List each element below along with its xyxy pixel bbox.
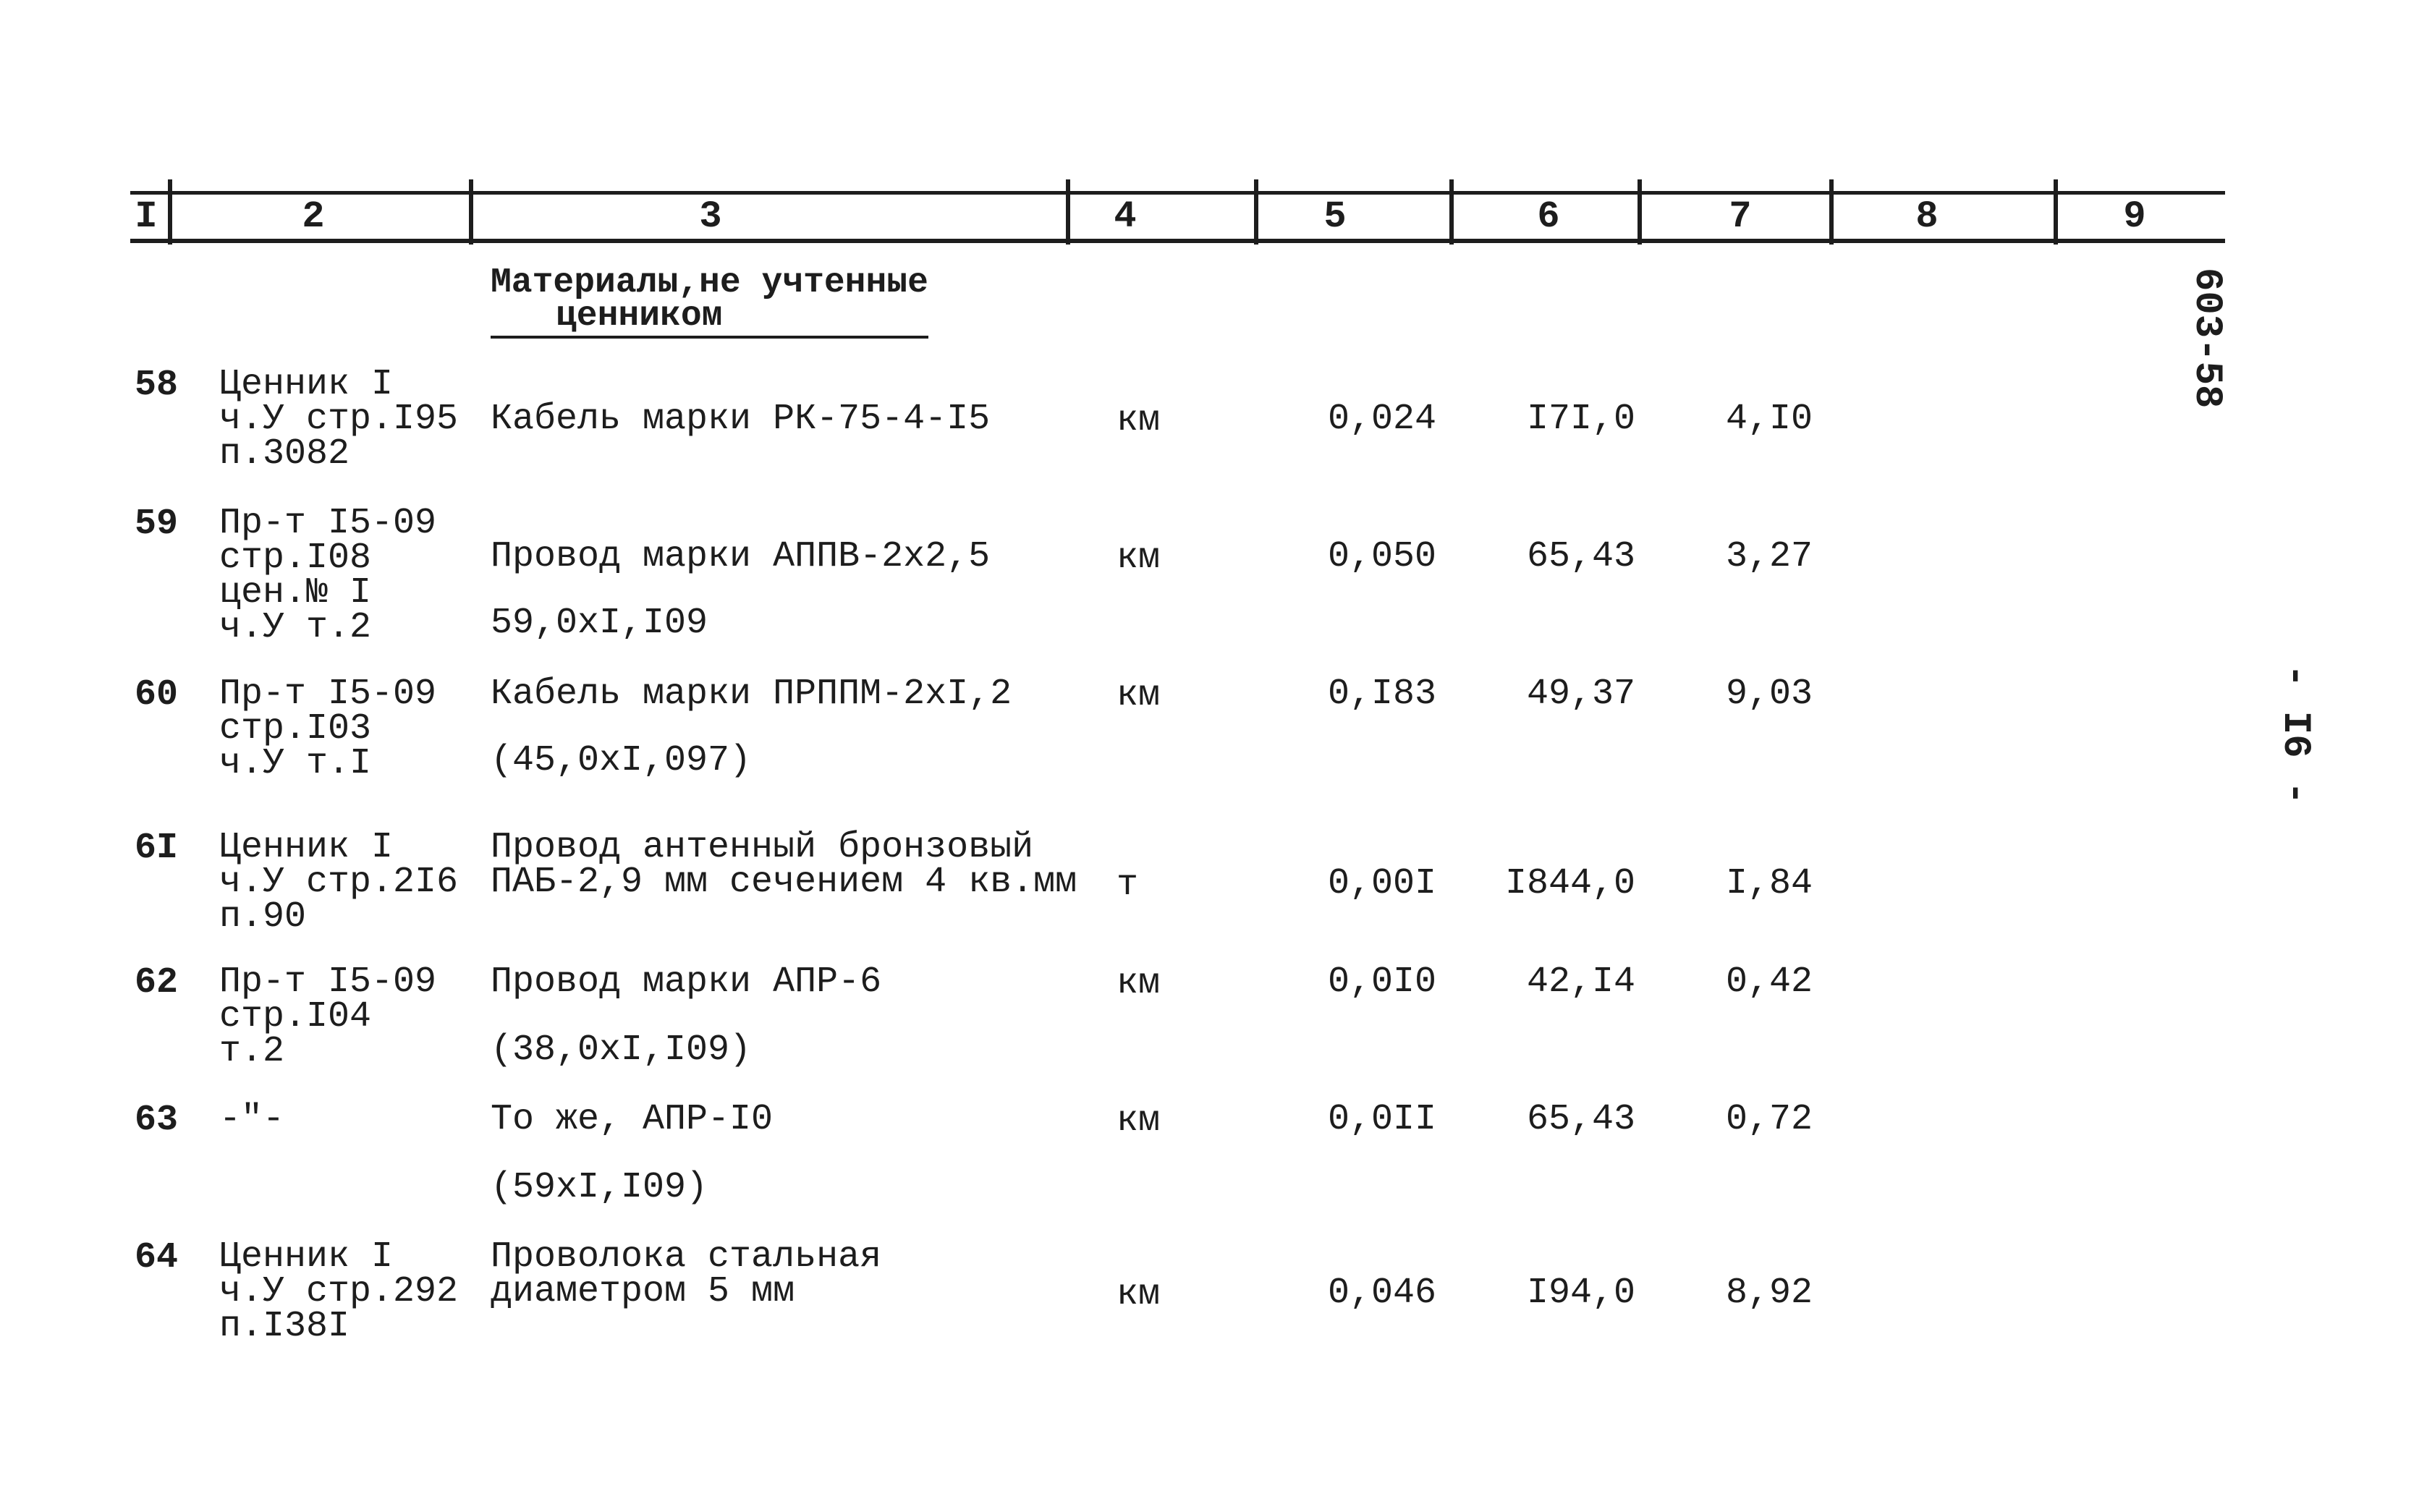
reference-line: стр.I04 xyxy=(219,996,372,1037)
row-description: Провод марки АППВ-2х2,5 xyxy=(491,536,991,577)
reference-line: Ценник I xyxy=(219,827,394,868)
reference-line: п.90 xyxy=(219,896,307,938)
header-divider xyxy=(1638,179,1642,245)
row-total: 9,03 xyxy=(1726,674,1813,715)
row-reference: -"- xyxy=(219,1099,285,1140)
row-total: 0,72 xyxy=(1726,1099,1813,1140)
row-number: 63 xyxy=(135,1100,179,1141)
row-number: 60 xyxy=(135,674,179,715)
row-unit: км xyxy=(1117,400,1161,441)
row-price: 42,I4 xyxy=(1526,961,1635,1003)
row-description-formula: (38,0хI,I09) xyxy=(491,1029,752,1071)
reference-line: п.3082 xyxy=(219,433,350,475)
header-divider xyxy=(1254,179,1258,245)
reference-line: ч.У стр.2I6 xyxy=(219,862,459,903)
header-col-1: I xyxy=(135,195,158,238)
row-quantity: 0,0II xyxy=(1328,1099,1437,1140)
row-total: 8,92 xyxy=(1726,1273,1813,1314)
row-reference xyxy=(219,364,459,475)
section-title-line: Материалы,не учтенные xyxy=(491,263,928,302)
header-divider xyxy=(1066,179,1070,245)
row-number: 64 xyxy=(135,1237,179,1278)
section-title-line: ценником xyxy=(556,297,723,336)
row-description: Провод марки АПР-6 xyxy=(491,961,882,1003)
description-line: ПАБ-2,9 мм сечением 4 кв.мм xyxy=(491,862,1077,903)
row-unit: км xyxy=(1117,1100,1161,1142)
row-number: 6I xyxy=(135,828,179,869)
reference-line: Ценник I xyxy=(219,364,394,405)
header-col-3: 3 xyxy=(699,195,722,238)
header-col-4: 4 xyxy=(1114,195,1137,238)
header-divider xyxy=(1829,179,1834,245)
row-number: 59 xyxy=(135,504,179,545)
row-price: I844,0 xyxy=(1504,863,1635,904)
reference-line: п.I38I xyxy=(219,1306,350,1347)
row-total: 0,42 xyxy=(1726,961,1813,1003)
header-bottom-rule xyxy=(130,239,2225,243)
header-divider xyxy=(2054,179,2058,245)
row-total: 3,27 xyxy=(1726,536,1813,577)
header-col-8: 8 xyxy=(1915,195,1939,238)
description-line: диаметром 5 мм xyxy=(491,1271,795,1312)
reference-line: Ценник I xyxy=(219,1236,394,1278)
row-number: 62 xyxy=(135,962,179,1003)
header-col-9: 9 xyxy=(2123,195,2146,238)
reference-line: Пр-т I5-09 xyxy=(219,961,437,1003)
description-line: Проволока стальная xyxy=(491,1236,882,1278)
section-title xyxy=(491,263,928,336)
row-description: Кабель марки ПРППМ-2хI,2 xyxy=(491,674,1012,715)
row-price: I94,0 xyxy=(1526,1273,1635,1314)
row-reference xyxy=(219,674,437,784)
row-unit: км xyxy=(1117,675,1161,716)
row-price: I7I,0 xyxy=(1526,399,1635,440)
reference-line: ч.У стр.I95 xyxy=(219,399,459,440)
row-total: 4,I0 xyxy=(1726,399,1813,440)
row-reference xyxy=(219,961,437,1072)
row-price: 65,43 xyxy=(1526,1099,1635,1140)
row-description-formula: 59,0хI,I09 xyxy=(491,603,708,644)
row-quantity: 0,024 xyxy=(1328,399,1437,440)
page-number: - I6 - xyxy=(2273,664,2317,805)
row-description xyxy=(491,1236,882,1312)
reference-line: т.2 xyxy=(219,1031,285,1072)
row-quantity: 0,050 xyxy=(1328,536,1437,577)
header-col-5: 5 xyxy=(1323,195,1347,238)
reference-line: ч.У стр.292 xyxy=(219,1271,459,1312)
header-col-2: 2 xyxy=(302,195,325,238)
row-description: То же, АПР-I0 xyxy=(491,1099,774,1140)
header-col-7: 7 xyxy=(1729,195,1752,238)
row-description-formula: (59хI,I09) xyxy=(491,1167,708,1208)
section-title-underline xyxy=(491,336,928,339)
row-description: Кабель марки РК-75-4-I5 xyxy=(491,399,991,440)
row-reference xyxy=(219,503,437,648)
reference-line: Пр-т I5-09 xyxy=(219,503,437,544)
reference-line: стр.I03 xyxy=(219,708,372,749)
row-unit: км xyxy=(1117,538,1161,579)
row-total: I,84 xyxy=(1726,863,1813,904)
row-quantity: 0,0I0 xyxy=(1328,961,1437,1003)
header-col-6: 6 xyxy=(1537,195,1560,238)
header-divider xyxy=(168,179,172,245)
row-price: 65,43 xyxy=(1526,536,1635,577)
header-top-rule xyxy=(130,191,2225,195)
row-reference xyxy=(219,1236,459,1347)
reference-line: ч.У т.2 xyxy=(219,607,372,648)
row-number: 58 xyxy=(135,365,179,406)
reference-line: стр.I08 xyxy=(219,538,372,579)
document-code: 603-58 xyxy=(2185,268,2229,409)
row-unit: км xyxy=(1117,963,1161,1004)
row-unit: т xyxy=(1117,865,1139,906)
row-description xyxy=(491,827,1077,903)
row-unit: км xyxy=(1117,1274,1161,1315)
reference-line: ч.У т.I xyxy=(219,743,372,784)
header-divider xyxy=(1449,179,1454,245)
description-line: Провод антенный бронзовый xyxy=(491,827,1034,868)
row-quantity: 0,I83 xyxy=(1328,674,1437,715)
reference-line: Пр-т I5-09 xyxy=(219,674,437,715)
reference-line: цен.№ I xyxy=(219,572,372,613)
row-quantity: 0,00I xyxy=(1328,863,1437,904)
row-price: 49,37 xyxy=(1526,674,1635,715)
row-quantity: 0,046 xyxy=(1328,1273,1437,1314)
row-reference xyxy=(219,827,459,938)
header-divider xyxy=(469,179,473,245)
row-description-formula: (45,0хI,097) xyxy=(491,740,752,781)
